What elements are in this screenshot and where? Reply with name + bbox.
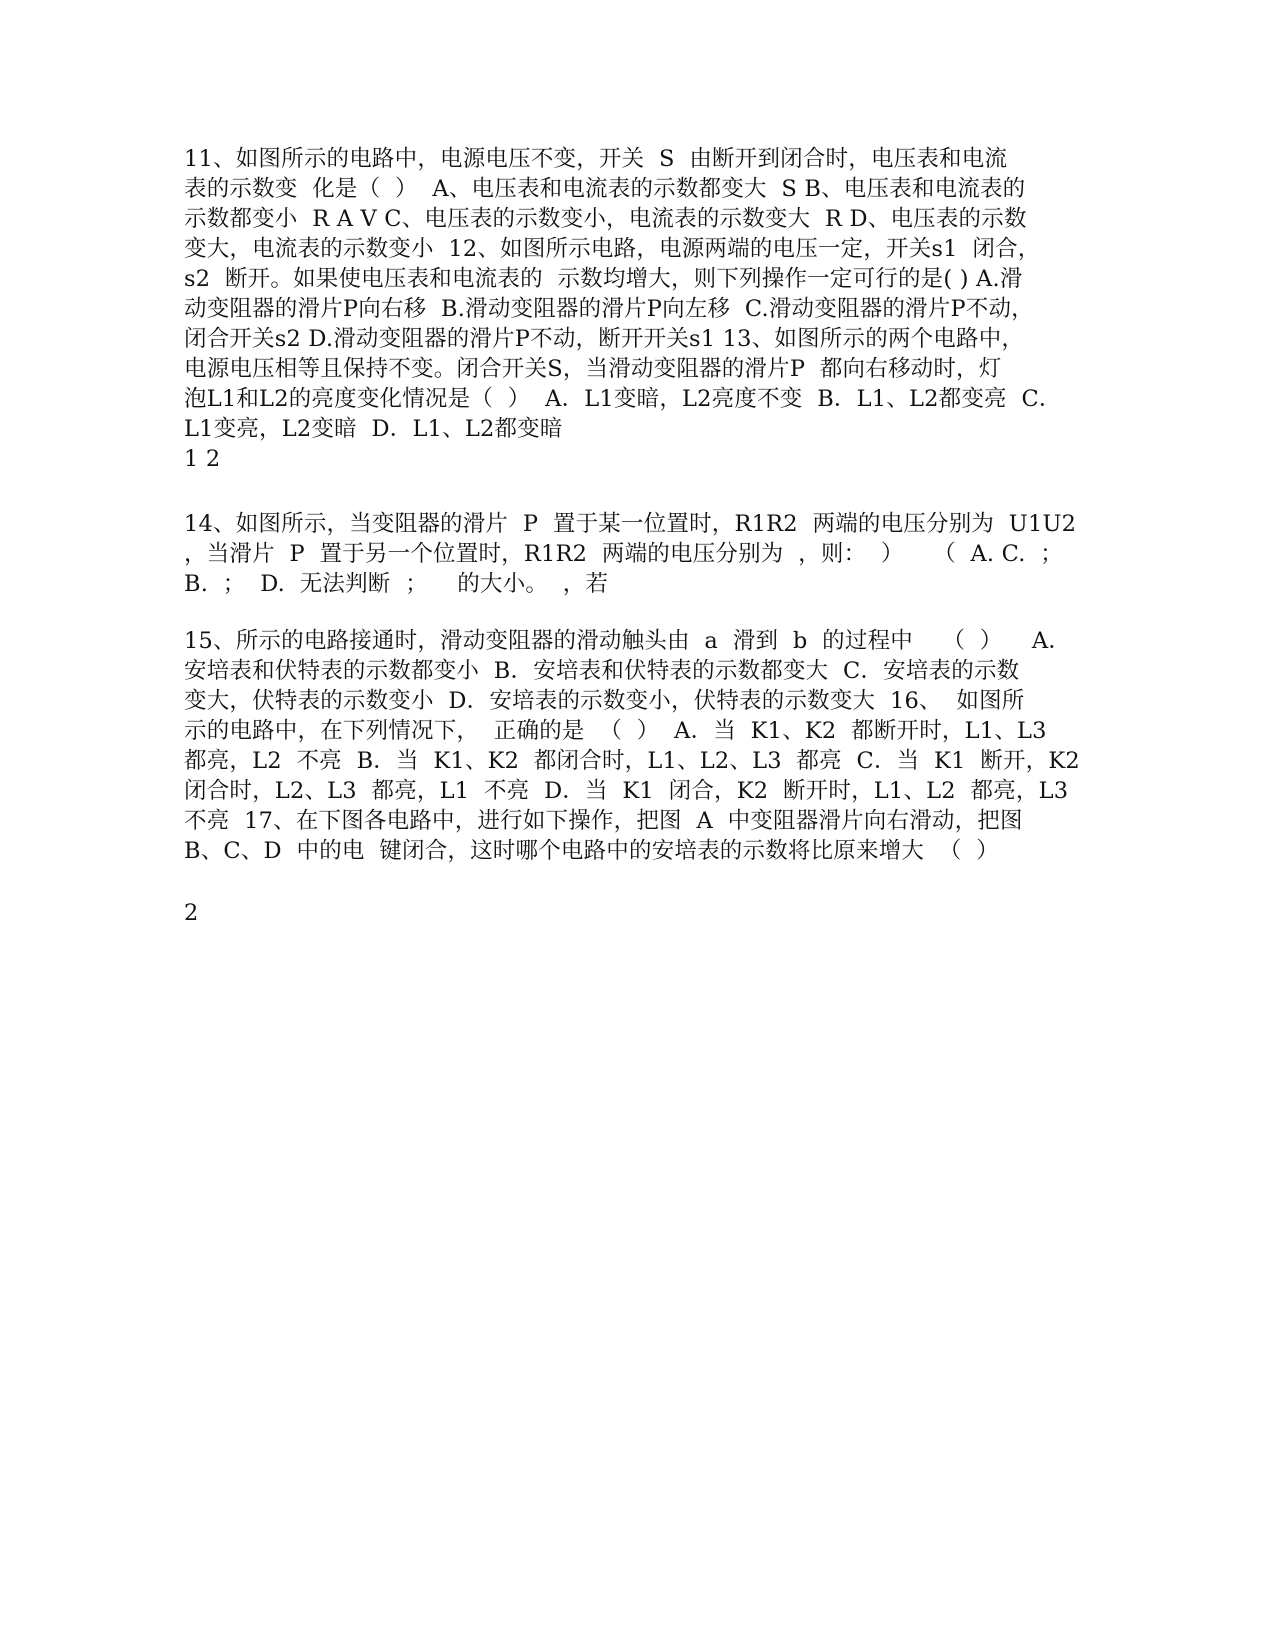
figure-label-line: 1 2 xyxy=(184,446,221,472)
text-line: 表的示数变 化是（ ） A、电压表和电流表的示数都变大 S B、电压表和电流表的 xyxy=(184,176,1026,202)
text-line: 不亮 17、在下图各电路中，进行如下操作，把图 A 中变阻器滑片向右滑动，把图 xyxy=(184,808,1023,834)
text-line: L1变亮，L2变暗 D．L1、L2都变暗 xyxy=(184,416,563,442)
text-line: 变大，电流表的示数变小 12、如图所示电路，电源两端的电压一定，开关s1 闭合， xyxy=(184,236,1041,262)
text-line: s2 断开。如果使电压表和电流表的 示数均增大，则下列操作一定可行的是( ) A.滑 xyxy=(184,266,1023,292)
text-line: 电源电压相等且保持不变。闭合开关S，当滑动变阻器的滑片P 都向右移动时，灯 xyxy=(184,356,1002,382)
text-line: 闭合开关s2 D.滑动变阻器的滑片P不动，断开开关s1 13、如图所示的两个电路中， xyxy=(184,326,1025,352)
text-line: 都亮，L2 不亮 B．当 K1、K2 都闭合时，L1、L2、L3 都亮 C．当 K1 断开，K2 xyxy=(184,748,1080,774)
text-line: 安培表和伏特表的示数都变小 B．安培表和伏特表的示数都变大 C．安培表的示数 xyxy=(184,658,1020,684)
text-line: ，当滑片 P 置于另一个位置时，R1R2 两端的电压分别为 ，则： ） （ A. C. ； xyxy=(184,541,1064,567)
text-line: B. ； D. 无法判断 ； 的大小。 ，若 xyxy=(184,571,609,597)
text-line: 示的电路中，在下列情况下， 正确的是 （ ） A．当 K1、K2 都断开时，L1、L3 xyxy=(184,718,1047,744)
text-line: 泡L1和L2的亮度变化情况是（ ） A．L1变暗，L2亮度不变 B．L1、L2都变亮 C． xyxy=(184,386,1062,412)
text-line: 示数都变小 R A V C、电压表的示数变小，电流表的示数变大 R D、电压表的示数 xyxy=(184,206,1027,232)
page-number: 2 xyxy=(184,900,199,926)
text-line: 闭合时，L2、L3 都亮，L1 不亮 D．当 K1 闭合，K2 断开时，L1、L2 都亮，L3 xyxy=(184,778,1069,804)
text-line: 14、如图所示，当变阻器的滑片 P 置于某一位置时，R1R2 两端的电压分别为 U1U2 xyxy=(184,511,1077,537)
text-line: B、C、D 中的电 键闭合，这时哪个电路中的安培表的示数将比原来增大 （ ） xyxy=(184,838,999,864)
text-line: 变大，伏特表的示数变小 D．安培表的示数变小，伏特表的示数变大 16、 如图所 xyxy=(184,688,1025,714)
text-line: 11、如图所示的电路中，电源电压不变，开关 S 由断开到闭合时，电压表和电流 xyxy=(184,146,1008,172)
text-line: 动变阻器的滑片P向右移 B.滑动变阻器的滑片P向左移 C.滑动变阻器的滑片P不动， xyxy=(184,296,1034,322)
text-line: 15、所示的电路接通时，滑动变阻器的滑动触头由 a 滑到 b 的过程中 （ ） A． xyxy=(184,628,1072,654)
